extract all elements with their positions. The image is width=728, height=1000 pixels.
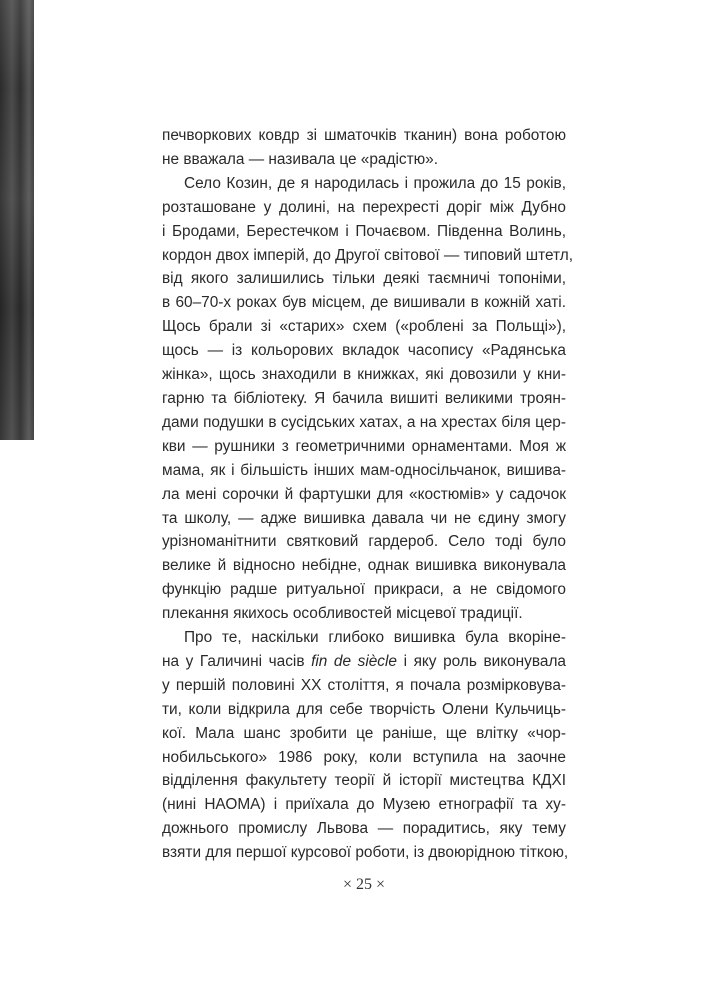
text-line: печворкових ковдр зі шматочків тканин) вона роботою — [162, 127, 566, 144]
text-line: кви — рушники з геометричними орнаментами. Моя ж — [162, 437, 566, 455]
text-line: взяти для першої курсової роботи, із двоюрідною тіткою, — [162, 844, 569, 862]
text-line: у першій половині XX століття, я почала розмірковува- — [162, 676, 566, 694]
text-line: урізноманітнити святковий гардероб. Село тоді було — [162, 533, 566, 551]
text-line: кордон двох імперій, до Другої світової — типовий штетл, — [162, 246, 573, 264]
photo-fragment — [0, 0, 34, 440]
text-line: гарню та бібліотеку. Я бачила вишиті великими троян- — [162, 389, 566, 407]
text-line: велике й відносно небідне, однак вишивка виконувала — [162, 557, 566, 575]
italic-phrase: fin de siècle — [311, 652, 397, 670]
text-line: ти, коли відкрила для себе творчість Олени Кульчиць- — [162, 700, 566, 718]
text-line: Село Козин, де я народилась і прожила до 15 років, — [184, 174, 566, 192]
text-line: Щось брали зі «старих» схем («роблені за Польщі»), — [162, 318, 566, 336]
paragraph — [162, 172, 573, 626]
text-line: плекання якихось особливостей місцевої традиції. — [162, 605, 523, 623]
text-line: жінка», щось знаходили в книжках, які довозили у кни- — [162, 366, 566, 384]
text-line: мама, як і більшість інших мам-односільчанок, вишива- — [162, 461, 566, 479]
text-line: нобильського» 1986 року, коли вступила на заочне — [162, 748, 566, 766]
text-line: дожнього промислу Львова — порадитись, яку тему — [162, 820, 566, 838]
text-line: дами подушки в сусідських хатах, а на хрестах біля цер- — [162, 413, 566, 431]
paragraph — [162, 124, 566, 172]
text-line: функцію радше ритуальної прикраси, а не свідомого — [162, 581, 566, 599]
text-line: (нині НАОМА) і приїхала до Музею етнографії та ху- — [162, 796, 566, 814]
text-line: не вважала — називала це «радістю». — [162, 150, 439, 168]
text-line: розташоване у долині, на перехресті доріг між Дубно — [162, 198, 566, 216]
text-line: від якого залишились тільки деякі таємничі топоніми, — [162, 270, 566, 288]
text-line: щось — із кольорових вкладок часопису «Радянська — [162, 342, 566, 360]
body-text — [162, 124, 573, 865]
text-line: в 60–70-х роках був місцем, де вишивали в кожній хаті. — [162, 294, 566, 312]
text-line: на у Галичині часів fin de siècle і яку роль виконувала — [162, 652, 566, 670]
text-line: Про те, наскільки глибоко вишивка була вкоріне- — [184, 629, 566, 647]
text-line: ла мені сорочки й фартушки для «костюмів» у садочок — [162, 485, 566, 503]
text-line: і Бродами, Берестечком і Почаєвом. Південна Волинь, — [162, 222, 566, 240]
text-line: кої. Мала шанс зробити це раніше, ще влітку «чор- — [162, 724, 566, 742]
paragraph — [162, 626, 569, 865]
page-number: × 25 × — [342, 876, 386, 893]
text-line: та школу, — адже вишивка давала чи не єдину змогу — [162, 509, 566, 527]
text-line: відділення факультету теорії й історії мистецтва КДХІ — [162, 772, 566, 790]
